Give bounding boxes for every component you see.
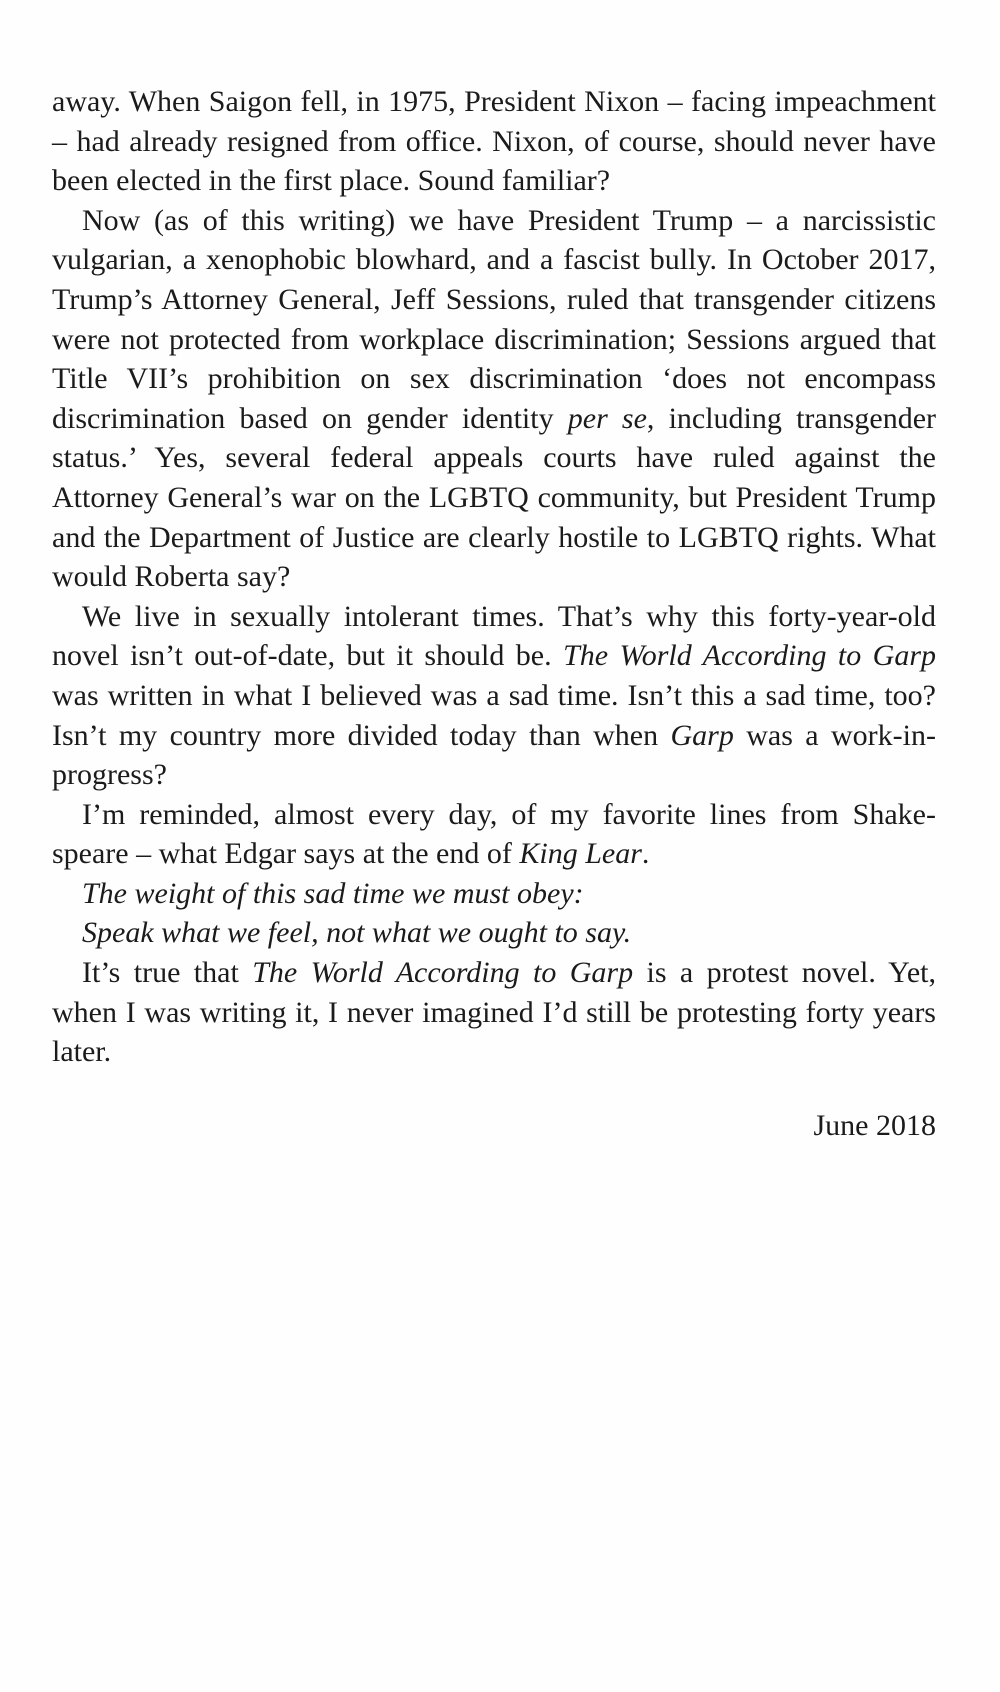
- text-segment: It’s true that: [82, 956, 253, 990]
- paragraph-intolerant-times: [52, 597, 936, 795]
- verse-line-1: [52, 874, 936, 914]
- paragraph-shakespeare: [52, 795, 936, 874]
- text-segment: away. When Saigon fell, in 1975, President Nixon – facing impeachment – had already resigned from office. Nixon, of course, should never have been elected in the first place. Sound familiar?: [52, 85, 936, 198]
- text-segment: .: [641, 837, 650, 871]
- italic-title-text: The World According to Garp: [252, 956, 634, 990]
- italic-title-text: Garp: [670, 718, 734, 752]
- text-segment: , including transgender status.’ Yes, several federal appeals courts have ruled against the Attorney General’s war on the LGBTQ community, but President Trump and the Department of Justice are clearly hostile to LGBTQ rights. What would Roberta say?: [52, 401, 937, 594]
- text-segment: was a work-in-progress?: [52, 718, 936, 792]
- date-signature: June 2018: [813, 1109, 936, 1142]
- text-segment: was written in what I believed was a sad time. Isn’t this a sad time, too? Isn’t my country more divided today than when: [52, 678, 936, 752]
- text-segment: is a protest novel. Yet, when I was writing it, I never imagined I’d still be protesting forty years later.: [52, 956, 936, 1069]
- paragraph-protest-novel: [52, 953, 936, 1072]
- italic-title-text: The World According to Garp: [563, 639, 937, 673]
- paragraph-trump: [52, 201, 936, 597]
- text-segment: We live in sexually intolerant times. That’s why this forty-year-old novel isn’t out-of-date, but it should be.: [52, 599, 936, 673]
- text-segment: I’m reminded, almost every day, of my favorite lines from Shakespeare – what Edgar says at the end of: [52, 797, 936, 871]
- text-segment: Speak what we feel, not what we ought to say.: [82, 916, 632, 950]
- body-text: [52, 82, 936, 1072]
- paragraph-saigon: [52, 82, 936, 201]
- italic-title-text: per se: [567, 401, 647, 435]
- text-segment: The weight of this sad time we must obey:: [82, 876, 584, 910]
- text-segment: Now (as of this writing) we have President Trump – a narcissistic vulgarian, a xenophobic blowhard, and a fascist bully. In October 2017, Trump’s Attorney General, Jeff Sessions, ruled that transgender citizens were not protected from workplace discrimination; Sessions argued that Title VII’s prohibition on sex discrimination ‘does not encompass discrimination based on gender identity: [52, 203, 936, 435]
- italic-title-text: King Lear: [519, 837, 642, 871]
- verse-line-2: [52, 913, 936, 953]
